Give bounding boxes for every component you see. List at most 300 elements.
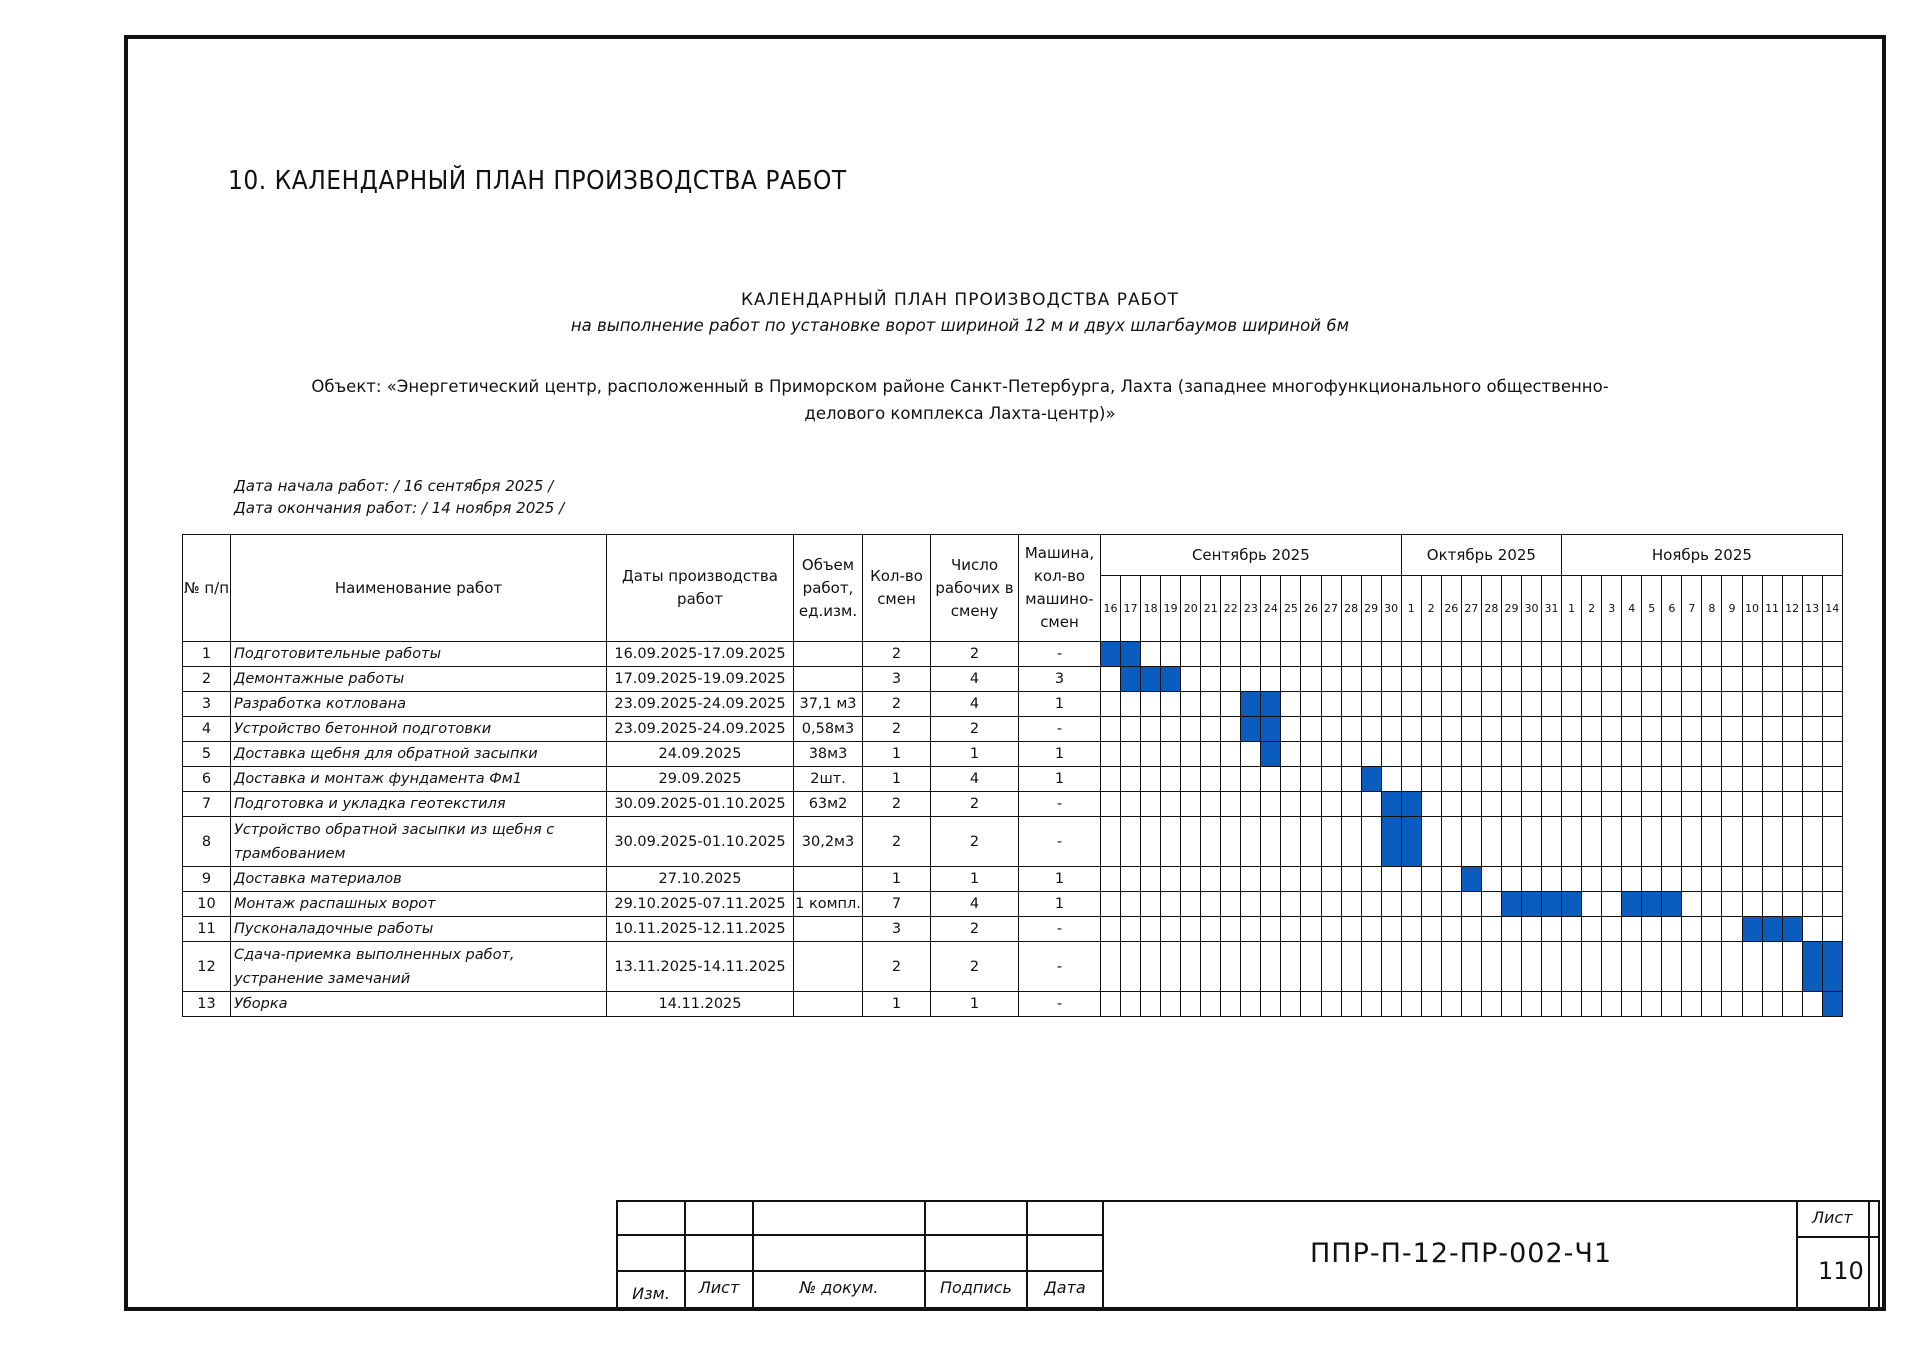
gantt-cell — [1622, 667, 1642, 692]
gantt-cell — [1622, 642, 1642, 667]
gantt-cell — [1261, 917, 1281, 942]
gantt-cell — [1121, 817, 1141, 867]
gantt-cell — [1101, 667, 1121, 692]
day-header: 21 — [1201, 576, 1221, 642]
gantt-cell — [1722, 792, 1742, 817]
gantt-cell — [1662, 867, 1682, 892]
gantt-cell — [1742, 942, 1762, 992]
gantt-cell — [1481, 867, 1501, 892]
gantt-cell — [1461, 792, 1481, 817]
gantt-cell — [1702, 942, 1722, 992]
day-header: 30 — [1381, 576, 1401, 642]
gantt-cell — [1622, 817, 1642, 867]
gantt-cell — [1722, 667, 1742, 692]
gantt-cell — [1441, 817, 1461, 867]
doc-title: КАЛЕНДАРНЫЙ ПЛАН ПРОИЗВОДСТВА РАБОТ — [740, 290, 1180, 310]
day-header: 5 — [1642, 576, 1662, 642]
gantt-cell — [1501, 642, 1521, 667]
day-header: 26 — [1301, 576, 1321, 642]
gantt-cell — [1762, 767, 1782, 792]
gantt-cell — [1521, 642, 1541, 667]
gantt-cell — [1301, 867, 1321, 892]
gantt-cell — [1682, 817, 1702, 867]
gantt-cell — [1381, 717, 1401, 742]
gantt-bar-cell — [1101, 642, 1121, 667]
gantt-bar-cell — [1401, 817, 1421, 867]
gantt-cell — [1341, 817, 1361, 867]
gantt-bar-cell — [1562, 892, 1582, 917]
gantt-cell — [1602, 992, 1622, 1017]
gantt-cell — [1682, 992, 1702, 1017]
gantt-cell — [1281, 942, 1301, 992]
gantt-cell — [1542, 717, 1562, 742]
gantt-cell — [1421, 642, 1441, 667]
day-header: 10 — [1742, 576, 1762, 642]
gantt-cell — [1622, 867, 1642, 892]
table-row — [183, 692, 1843, 717]
gantt-cell — [1121, 692, 1141, 717]
gantt-cell — [1682, 892, 1702, 917]
gantt-cell — [1361, 667, 1381, 692]
gantt-bar-cell — [1822, 992, 1842, 1017]
gantt-cell — [1101, 692, 1121, 717]
row-shifts: 3 — [863, 917, 931, 942]
table-row — [183, 992, 1843, 1017]
gantt-cell — [1401, 742, 1421, 767]
gantt-cell — [1101, 817, 1121, 867]
gantt-cell — [1281, 917, 1301, 942]
gantt-cell — [1481, 692, 1501, 717]
gantt-cell — [1501, 917, 1521, 942]
gantt-bar-cell — [1461, 867, 1481, 892]
gantt-cell — [1261, 817, 1281, 867]
gantt-cell — [1822, 717, 1842, 742]
row-machines: 1 — [1019, 867, 1101, 892]
gantt-cell — [1401, 717, 1421, 742]
row-dates: 30.09.2025-01.10.2025 — [607, 792, 794, 817]
gantt-cell — [1301, 767, 1321, 792]
month-header: Сентябрь 2025 — [1101, 535, 1402, 576]
gantt-cell — [1662, 767, 1682, 792]
gantt-cell — [1301, 667, 1321, 692]
row-volume — [794, 642, 863, 667]
gantt-cell — [1441, 792, 1461, 817]
gantt-cell — [1702, 717, 1722, 742]
gantt-cell — [1281, 692, 1301, 717]
gantt-cell — [1341, 992, 1361, 1017]
gantt-cell — [1742, 792, 1762, 817]
row-workers: 2 — [931, 917, 1019, 942]
gantt-cell — [1742, 717, 1762, 742]
gantt-cell — [1461, 692, 1481, 717]
row-name: Доставка материалов — [231, 867, 607, 892]
gantt-cell — [1141, 642, 1161, 667]
doc-subtitle: на выполнение работ по установке ворот шириной 12 м и двух шлагбаумов шириной 6м — [570, 316, 1350, 335]
gantt-cell — [1141, 742, 1161, 767]
gantt-cell — [1341, 742, 1361, 767]
gantt-cell — [1542, 867, 1562, 892]
table-row — [183, 892, 1843, 917]
gantt-cell — [1461, 992, 1481, 1017]
start-date: Дата начала работ: / 16 сентября 2025 / — [234, 477, 554, 495]
gantt-cell — [1662, 942, 1682, 992]
row-dates: 17.09.2025-19.09.2025 — [607, 667, 794, 692]
gantt-cell — [1822, 642, 1842, 667]
gantt-cell — [1822, 792, 1842, 817]
day-header: 12 — [1782, 576, 1802, 642]
gantt-cell — [1662, 992, 1682, 1017]
gantt-cell — [1722, 992, 1742, 1017]
row-dates: 13.11.2025-14.11.2025 — [607, 942, 794, 992]
gantt-cell — [1461, 767, 1481, 792]
table-row — [183, 792, 1843, 817]
gantt-cell — [1582, 817, 1602, 867]
gantt-cell — [1441, 667, 1461, 692]
gantt-cell — [1121, 767, 1141, 792]
gantt-cell — [1121, 917, 1141, 942]
row-workers: 2 — [931, 817, 1019, 867]
gantt-cell — [1622, 767, 1642, 792]
gantt-cell — [1141, 992, 1161, 1017]
gantt-cell — [1742, 767, 1762, 792]
gantt-cell — [1281, 892, 1301, 917]
gantt-bar-cell — [1622, 892, 1642, 917]
gantt-bar-cell — [1802, 942, 1822, 992]
row-name: Разработка котлована — [231, 692, 607, 717]
gantt-cell — [1341, 792, 1361, 817]
gantt-cell — [1321, 917, 1341, 942]
day-header: 20 — [1181, 576, 1201, 642]
gantt-cell — [1401, 867, 1421, 892]
row-name: Пусконаладочные работы — [231, 917, 607, 942]
day-header: 26 — [1441, 576, 1461, 642]
gantt-cell — [1201, 892, 1221, 917]
gantt-cell — [1401, 892, 1421, 917]
gantt-cell — [1461, 667, 1481, 692]
gantt-cell — [1461, 642, 1481, 667]
gantt-cell — [1762, 667, 1782, 692]
gantt-cell — [1702, 917, 1722, 942]
gantt-cell — [1762, 817, 1782, 867]
gantt-cell — [1461, 917, 1481, 942]
row-dates: 29.10.2025-07.11.2025 — [607, 892, 794, 917]
header-workers: Число рабочих в смену — [931, 535, 1019, 642]
gantt-cell — [1662, 817, 1682, 867]
gantt-cell — [1221, 792, 1241, 817]
gantt-cell — [1501, 667, 1521, 692]
gantt-cell — [1521, 917, 1541, 942]
title-block — [616, 1200, 1882, 1310]
gantt-cell — [1381, 992, 1401, 1017]
gantt-cell — [1181, 742, 1201, 767]
gantt-cell — [1441, 992, 1461, 1017]
gantt-bar-cell — [1762, 917, 1782, 942]
row-workers: 1 — [931, 867, 1019, 892]
gantt-cell — [1722, 867, 1742, 892]
gantt-cell — [1582, 667, 1602, 692]
gantt-bar-cell — [1521, 892, 1541, 917]
gantt-cell — [1341, 867, 1361, 892]
gantt-cell — [1521, 692, 1541, 717]
row-volume: 38м3 — [794, 742, 863, 767]
gantt-cell — [1802, 742, 1822, 767]
row-shifts: 2 — [863, 692, 931, 717]
row-number: 12 — [183, 942, 231, 992]
row-dates: 27.10.2025 — [607, 867, 794, 892]
day-header: 23 — [1241, 576, 1261, 642]
gantt-cell — [1101, 917, 1121, 942]
gantt-cell — [1501, 992, 1521, 1017]
gantt-cell — [1141, 692, 1161, 717]
gantt-cell — [1602, 717, 1622, 742]
row-workers: 4 — [931, 892, 1019, 917]
gantt-cell — [1742, 692, 1762, 717]
gantt-cell — [1281, 642, 1301, 667]
gantt-bar-cell — [1121, 642, 1141, 667]
row-dates: 30.09.2025-01.10.2025 — [607, 817, 794, 867]
gantt-cell — [1241, 992, 1261, 1017]
gantt-cell — [1802, 867, 1822, 892]
gantt-cell — [1401, 667, 1421, 692]
gantt-cell — [1121, 717, 1141, 742]
gantt-cell — [1562, 917, 1582, 942]
gantt-cell — [1762, 792, 1782, 817]
day-header: 29 — [1361, 576, 1381, 642]
gantt-cell — [1622, 917, 1642, 942]
gantt-cell — [1481, 742, 1501, 767]
gantt-cell — [1802, 767, 1822, 792]
gantt-cell — [1642, 742, 1662, 767]
gantt-bar-cell — [1241, 692, 1261, 717]
gantt-cell — [1361, 717, 1381, 742]
gantt-cell — [1181, 867, 1201, 892]
header-name: Наименование работ — [231, 535, 607, 642]
gantt-cell — [1762, 717, 1782, 742]
gantt-cell — [1782, 942, 1802, 992]
gantt-cell — [1241, 742, 1261, 767]
row-workers: 1 — [931, 742, 1019, 767]
gantt-cell — [1221, 992, 1241, 1017]
gantt-cell — [1542, 917, 1562, 942]
gantt-cell — [1542, 942, 1562, 992]
month-header: Октябрь 2025 — [1401, 535, 1561, 576]
row-workers: 4 — [931, 767, 1019, 792]
gantt-cell — [1481, 717, 1501, 742]
gantt-cell — [1241, 642, 1261, 667]
day-header: 11 — [1762, 576, 1782, 642]
gantt-cell — [1542, 817, 1562, 867]
row-name: Устройство обратной засыпки из щебня с трамбованием — [231, 817, 607, 867]
row-name: Доставка и монтаж фундамента Фм1 — [231, 767, 607, 792]
gantt-cell — [1261, 767, 1281, 792]
table-row — [183, 642, 1843, 667]
gantt-cell — [1481, 642, 1501, 667]
gantt-cell — [1662, 742, 1682, 767]
gantt-cell — [1421, 767, 1441, 792]
gantt-cell — [1602, 917, 1622, 942]
gantt-cell — [1782, 867, 1802, 892]
gantt-cell — [1742, 817, 1762, 867]
gantt-cell — [1822, 767, 1842, 792]
gantt-cell — [1221, 867, 1241, 892]
day-header: 29 — [1501, 576, 1521, 642]
day-header: 1 — [1562, 576, 1582, 642]
month-header: Ноябрь 2025 — [1562, 535, 1843, 576]
object-description — [260, 373, 1660, 427]
row-number: 13 — [183, 992, 231, 1017]
gantt-cell — [1301, 992, 1321, 1017]
gantt-cell — [1822, 817, 1842, 867]
gantt-cell — [1421, 917, 1441, 942]
gantt-cell — [1702, 817, 1722, 867]
gantt-cell — [1662, 792, 1682, 817]
gantt-cell — [1481, 942, 1501, 992]
gantt-cell — [1201, 767, 1221, 792]
gantt-cell — [1622, 792, 1642, 817]
gantt-cell — [1602, 642, 1622, 667]
gantt-cell — [1341, 642, 1361, 667]
gantt-cell — [1542, 692, 1562, 717]
gantt-cell — [1562, 667, 1582, 692]
gantt-cell — [1702, 692, 1722, 717]
gantt-cell — [1321, 867, 1341, 892]
gantt-cell — [1622, 742, 1642, 767]
gantt-cell — [1181, 692, 1201, 717]
gantt-cell — [1121, 867, 1141, 892]
header-dates: Даты производства работ — [607, 535, 794, 642]
gantt-cell — [1261, 992, 1281, 1017]
row-name: Монтаж распашных ворот — [231, 892, 607, 917]
gantt-cell — [1341, 942, 1361, 992]
table-row — [183, 942, 1843, 992]
gantt-cell — [1642, 767, 1662, 792]
gantt-cell — [1782, 642, 1802, 667]
row-shifts: 1 — [863, 767, 931, 792]
gantt-cell — [1121, 942, 1141, 992]
gantt-cell — [1722, 917, 1742, 942]
gantt-cell — [1181, 667, 1201, 692]
row-volume: 1 компл. — [794, 892, 863, 917]
gantt-cell — [1622, 942, 1642, 992]
row-machines: - — [1019, 792, 1101, 817]
row-number: 4 — [183, 717, 231, 742]
gantt-cell — [1562, 717, 1582, 742]
gantt-cell — [1622, 717, 1642, 742]
day-header: 18 — [1141, 576, 1161, 642]
gantt-cell — [1221, 942, 1241, 992]
gantt-cell — [1542, 792, 1562, 817]
gantt-bar-cell — [1381, 817, 1401, 867]
row-machines: - — [1019, 942, 1101, 992]
gantt-cell — [1762, 892, 1782, 917]
gantt-cell — [1101, 942, 1121, 992]
day-header: 9 — [1722, 576, 1742, 642]
gantt-cell — [1762, 642, 1782, 667]
header-volume: Объем работ, ед.изм. — [794, 535, 863, 642]
gantt-cell — [1762, 992, 1782, 1017]
row-shifts: 1 — [863, 867, 931, 892]
gantt-cell — [1521, 867, 1541, 892]
gantt-cell — [1381, 892, 1401, 917]
gantt-cell — [1261, 642, 1281, 667]
gantt-cell — [1301, 917, 1321, 942]
gantt-cell — [1401, 992, 1421, 1017]
gantt-cell — [1161, 692, 1181, 717]
gantt-cell — [1722, 817, 1742, 867]
stamp-sign: Подпись — [940, 1278, 1012, 1297]
day-header: 28 — [1481, 576, 1501, 642]
gantt-bar-cell — [1121, 667, 1141, 692]
row-dates: 29.09.2025 — [607, 767, 794, 792]
gantt-cell — [1101, 742, 1121, 767]
gantt-cell — [1141, 792, 1161, 817]
row-machines: 1 — [1019, 767, 1101, 792]
gantt-cell — [1281, 792, 1301, 817]
gantt-cell — [1161, 742, 1181, 767]
gantt-bar-cell — [1381, 792, 1401, 817]
gantt-cell — [1501, 767, 1521, 792]
gantt-cell — [1121, 892, 1141, 917]
day-header: 2 — [1421, 576, 1441, 642]
gantt-cell — [1161, 717, 1181, 742]
gantt-cell — [1782, 792, 1802, 817]
gantt-cell — [1802, 717, 1822, 742]
gantt-cell — [1481, 892, 1501, 917]
gantt-cell — [1582, 742, 1602, 767]
day-header: 2 — [1582, 576, 1602, 642]
gantt-cell — [1481, 667, 1501, 692]
gantt-cell — [1321, 817, 1341, 867]
gantt-cell — [1261, 867, 1281, 892]
row-volume — [794, 667, 863, 692]
gantt-cell — [1662, 667, 1682, 692]
gantt-cell — [1722, 892, 1742, 917]
gantt-bar-cell — [1662, 892, 1682, 917]
gantt-cell — [1802, 667, 1822, 692]
gantt-cell — [1281, 867, 1301, 892]
gantt-cell — [1501, 817, 1521, 867]
gantt-cell — [1802, 992, 1822, 1017]
day-header: 28 — [1341, 576, 1361, 642]
gantt-bar-cell — [1822, 942, 1842, 992]
row-workers: 2 — [931, 717, 1019, 742]
gantt-cell — [1682, 667, 1702, 692]
gantt-cell — [1562, 942, 1582, 992]
gantt-cell — [1501, 742, 1521, 767]
row-volume: 30,2м3 — [794, 817, 863, 867]
day-header: 3 — [1602, 576, 1622, 642]
row-number: 9 — [183, 867, 231, 892]
row-shifts: 1 — [863, 742, 931, 767]
gantt-cell — [1121, 992, 1141, 1017]
gantt-cell — [1221, 742, 1241, 767]
gantt-cell — [1582, 717, 1602, 742]
gantt-cell — [1742, 742, 1762, 767]
gantt-cell — [1722, 742, 1742, 767]
row-workers: 2 — [931, 792, 1019, 817]
gantt-bar-cell — [1782, 917, 1802, 942]
gantt-cell — [1341, 692, 1361, 717]
gantt-cell — [1441, 892, 1461, 917]
day-header: 31 — [1542, 576, 1562, 642]
gantt-cell — [1822, 742, 1842, 767]
gantt-cell — [1562, 767, 1582, 792]
gantt-cell — [1762, 742, 1782, 767]
gantt-cell — [1201, 867, 1221, 892]
gantt-cell — [1622, 992, 1642, 1017]
gantt-cell — [1642, 692, 1662, 717]
gantt-cell — [1642, 867, 1662, 892]
